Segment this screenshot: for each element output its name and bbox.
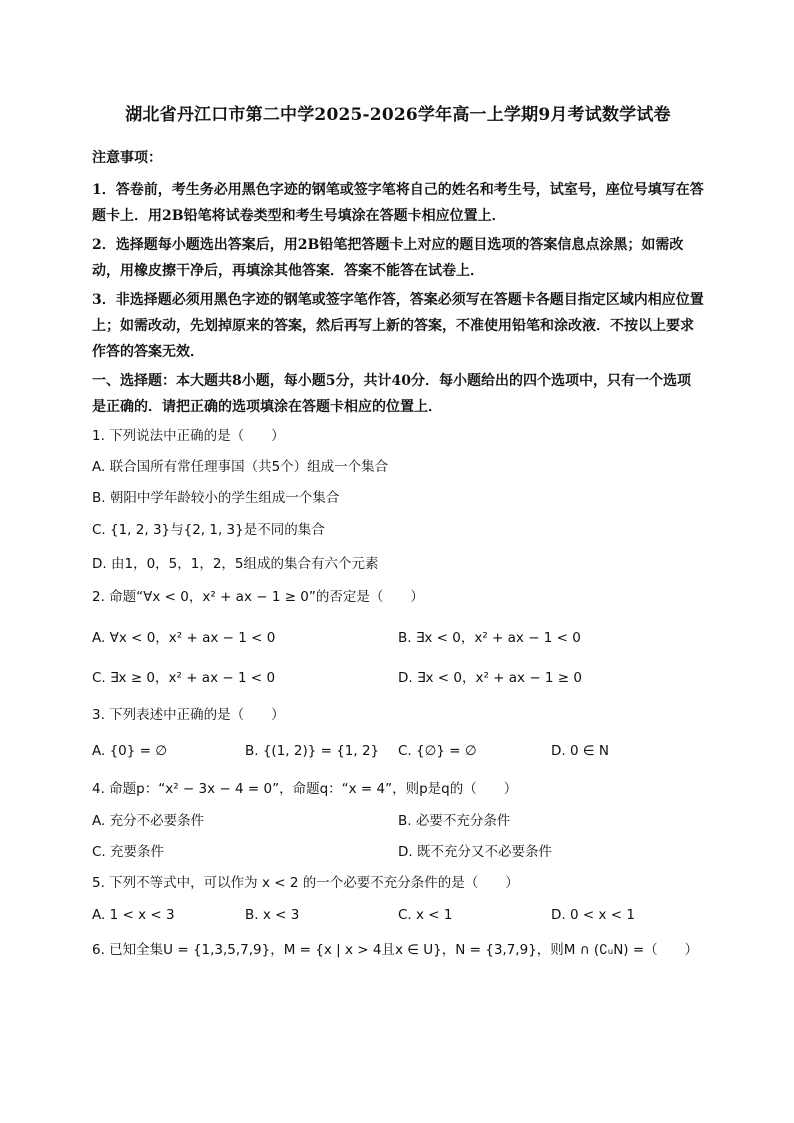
question-4-option-d: D. 既不充分又不必要条件	[398, 844, 552, 860]
section-heading-choice: 一、选择题：本大题共8小题，每小题5分，共计40分．每小题给出的四个选项中，只有一个选项是正确的．请把正确的选项填涂在答题卡相应的位置上．	[92, 373, 691, 415]
question-1-stem: 1. 下列说法中正确的是（ ）	[92, 428, 285, 444]
question-5-options-row	[92, 905, 704, 925]
question-4-options-row-1	[92, 811, 704, 831]
question-2-stem: 2. 命题“∀x < 0，x² + ax − 1 ≥ 0”的否定是（ ）	[92, 589, 424, 605]
exam-page	[92, 100, 704, 960]
question-1	[92, 426, 704, 574]
question-3	[92, 705, 704, 761]
question-4-option-b: B. 必要不充分条件	[398, 813, 511, 829]
question-4-options-row-2	[92, 842, 704, 862]
question-3-option-c: C. {∅} = ∅	[398, 743, 477, 759]
notice-item-1: 1．答卷前，考生务必用黑色字迹的钢笔或签字笔将自己的姓名和考生号，试室号，座位号填写在答题卡上．用2B铅笔将试卷类型和考生号填涂在答题卡相应位置上．	[92, 182, 704, 224]
question-3-option-b: B. {(1, 2)} = {1, 2}	[245, 743, 380, 759]
question-2-options-row-1	[92, 628, 704, 648]
question-2-option-d: D. ∃x < 0，x² + ax − 1 ≥ 0	[398, 670, 583, 686]
question-5-option-d: D. 0 < x < 1	[551, 907, 635, 923]
question-4	[92, 779, 704, 862]
question-5-stem: 5. 下列不等式中，可以作为 x < 2 的一个必要不充分条件的是（ ）	[92, 875, 519, 891]
question-6-stem: 6. 已知全集U = {1,3,5,7,9}，M = {x | x > 4且x ∈ U}，N = {3,7,9}，则M ∩ (∁ᵤN) =（ ）	[92, 942, 699, 958]
question-3-options-row	[92, 741, 704, 761]
question-2	[92, 587, 704, 688]
question-2-option-b: B. ∃x < 0，x² + ax − 1 < 0	[398, 630, 581, 646]
question-3-option-d: D. 0 ∈ N	[551, 743, 610, 759]
question-5-option-b: B. x < 3	[245, 907, 300, 923]
notice-item-3: 3．非选择题必须用黑色字迹的钢笔或签字笔作答，答案必须写在答题卡各题目指定区域内相应位置上；如需改动，先划掉原来的答案，然后再写上新的答案，不准使用铅笔和涂改液．不按以上要求作答的答案无效．	[92, 292, 704, 360]
question-5-option-c: C. x < 1	[398, 907, 453, 923]
question-3-option-a: A. {0} = ∅	[92, 743, 168, 759]
question-4-stem: 4. 命题p：“x² − 3x − 4 = 0”，命题q：“x = 4”，则p是q的（ ）	[92, 781, 518, 797]
question-3-stem: 3. 下列表述中正确的是（ ）	[92, 707, 285, 723]
notice-item-2: 2．选择题每小题选出答案后，用2B铅笔把答题卡上对应的题目选项的答案信息点涂黑；如需改动，用橡皮擦干净后，再填涂其他答案．答案不能答在试卷上．	[92, 237, 684, 279]
question-4-option-a: A. 充分不必要条件	[92, 813, 205, 829]
question-5	[92, 873, 704, 925]
question-6	[92, 940, 704, 960]
question-1-option-a: A. 联合国所有常任理事国（共5个）组成一个集合	[92, 459, 389, 475]
notice-heading: 注意事项：	[92, 150, 162, 166]
question-2-options-row-2	[92, 668, 704, 688]
question-1-option-d: D. 由1，0，5，1，2，5组成的集合有六个元素	[92, 556, 379, 572]
question-5-option-a: A. 1 < x < 3	[92, 907, 175, 923]
question-4-option-c: C. 充要条件	[92, 844, 165, 860]
question-2-option-c: C. ∃x ≥ 0，x² + ax − 1 < 0	[92, 670, 276, 686]
question-1-option-c: C. {1, 2, 3}与{2, 1, 3}是不同的集合	[92, 522, 325, 538]
exam-title: 湖北省丹江口市第二中学2025-2026学年高一上学期9月考试数学试卷	[125, 105, 671, 125]
question-2-option-a: A. ∀x < 0，x² + ax − 1 < 0	[92, 630, 276, 646]
question-1-option-b: B. 朝阳中学年龄较小的学生组成一个集合	[92, 490, 340, 506]
